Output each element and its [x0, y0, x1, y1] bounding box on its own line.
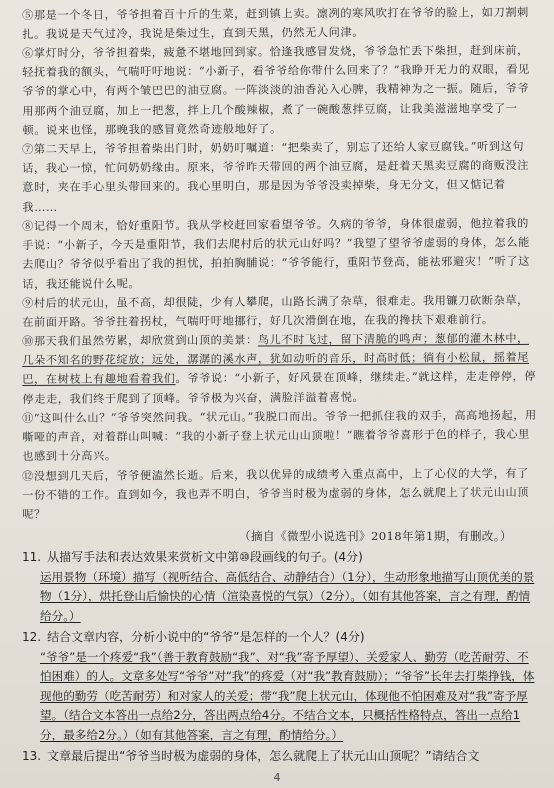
question-11-prompt: [22, 548, 540, 568]
answer-12: [40, 648, 540, 746]
question-text: 结合文章内容，分析小说中的“爷爷”是怎样的一个人？(4分): [47, 630, 365, 645]
question-number: 12.: [22, 630, 42, 645]
passage-paragraph-7: ⑦第二天早上，爷爷担着柴出门时，奶奶叮嘱道：“把柴卖了，别忘了还给人家豆腐钱。”听到这句话，我心一惊，忙问奶奶缘由。原来，爷爷昨天带回的两个油豆腐，是赶着天黑卖豆腐的商贩没注意时，夹在手心里头带回来的。我心里明白，那是因为爷爷没卖掉柴，身无分文，但又惦记着我……: [22, 140, 530, 215]
question-number: 11.: [22, 550, 42, 565]
answer-11: [40, 568, 540, 627]
question-number: 13.: [22, 749, 42, 764]
passage-paragraph-11: ⑪“这叫什么山？”爷爷突然问我。“状元山。”我脱口而出。爷爷一把抓住我的双手，高高地扬起，用嘶哑的声音，对着群山叫喊：“我的小新子登上状元山山顶啦！”瞧着爷爷喜形于色的样子，我心里也感到十分高兴。: [22, 409, 537, 464]
question-text: 从描写手法和表达效果来赏析文中第⑩段画线的句子。(4分): [47, 550, 363, 565]
answer-text: 运用景物（环境）描写（视听结合、高低结合、动静结合）（1分），生动形象地描写山顶优美的景物（1分），烘托登山后愉快的心情（渲染喜悦的气氛）（2分）。（如有其他答案，言之有理，酌情给分。）: [40, 569, 535, 623]
passage-source: （摘自《微型小说选刊》2018年第1期，有删改。）: [239, 529, 512, 544]
question-12-prompt: [22, 628, 540, 648]
answer-text: “爷爷”是一个疼爱“我”（善于教育鼓励“我”、对“我”寄予厚望）、关爱家人、勤劳（吃苦耐劳、不怕困难）的人。文章多处写“爷爷”对“我”的疼爱（对“我”教育鼓励）；“爷爷”长年去打柴挣钱，体现他的勤劳（吃苦耐劳）和对家人的关爱；带“我”爬上状元山，体现他不怕困难及对“我”寄予厚望。（结合文本答出一点给2分，答出两点给4分。不结合文本，只概括性格特点，答出一点给1分，最多给2分。）（如有其他答案，言之有理，酌情给分。）: [40, 649, 535, 742]
reading-passage: [22, 6, 540, 546]
passage-paragraph-6: ⑥掌灯时分，爷爷担着柴，疲惫不堪地回到家。恰逢我感冒发烧，爷爷急忙丢下柴担，赶到床前，轻抚着我的额头，气喘吁吁地说：“小新子，看爷爷给你带什么回来了？”我睁开无力的双眼，看见爷爷的掌心中，有两个皱巴巴的油豆腐。一阵淡淡的油香沁入心脾，我精神为之一振。随后，爷爷用那两个油豆腐，加上一把葱，拌上几个酸辣椒，煮了一碗酸葱拌豆腐，让我美滋滋地享受了一顿。说来也怪，那晚我的感冒竟然奇迹般地好了。: [22, 44, 530, 138]
question-12: [22, 628, 540, 745]
page-content: [22, 6, 540, 767]
question-13: [22, 747, 540, 767]
question-text: 文章最后提出“爷爷当时极为虚弱的身体，怎么就爬上了状元山山顶呢？”请结合文: [47, 749, 480, 764]
passage-paragraph-10: ⑩那天我们虽然劳累，却欣赏到山顶的美景：鸟儿不时飞过，留下清脆的鸣声；葱郁的灌木林中，几朵不知名的野花绽放；远处，潺潺的溪水声，犹如动听的音乐，时高时低；徜有小松鼠，摇着尾巴，在树枝上有趣地看着我们。爷爷说：“小新子，好风景在顶峰，继续走。”就这样，走走停停，停停走走，我们终于爬到了顶峰。爷爷极为兴奋，满脸洋溢着喜悦。: [22, 332, 537, 407]
question-13-prompt: [22, 747, 540, 767]
page-number: 4: [273, 771, 281, 784]
passage-paragraph-9: ⑨村后的状元山，虽不高，却很陡，少有人攀爬，山路长满了杂草，很难走。我用镰刀砍断杂草，在前面开路。爷爷拄着拐杖，气喘吁吁地挪行，好几次滑倒在地，在我的搀扶下艰难前行。: [22, 293, 529, 330]
question-11: [22, 548, 540, 626]
passage-paragraph-8: ⑧记得一个周末，恰好重阳节。我从学校赶回家看望爷爷。久病的爷爷，身体很虚弱，他拉着我的手说：“小新子，今天是重阳节，我们去爬村后的状元山好吗？”我望了望爷爷虚弱的身体，怎么能去爬山？爷爷似乎看出了我的担忧，拍拍胸脯说：“爷爷能行，重阳节登高，能祛邪避灾！”听了这话，我还能说什么呢。: [22, 217, 531, 291]
passage-paragraph-5: ⑤那是一个冬日，爷爷担着百十斤的生菜，赶到镇上卖。凛冽的寒风吹打在爷爷的脸上，如刀割刺扎。我说是天气过冷，我说是柴过生，直到天黑，仍然无人问津。: [22, 5, 529, 42]
passage-paragraph-12: ⑫没想到几天后，爷爷便溘然长逝。后来，我以优异的成绩考入重点高中，上了心仪的大学，有了一份不错的工作。直到如今，我也弄不明白，爷爷当时极为虚弱的身体，怎么就爬上了状元山山顶呢？: [22, 466, 530, 522]
